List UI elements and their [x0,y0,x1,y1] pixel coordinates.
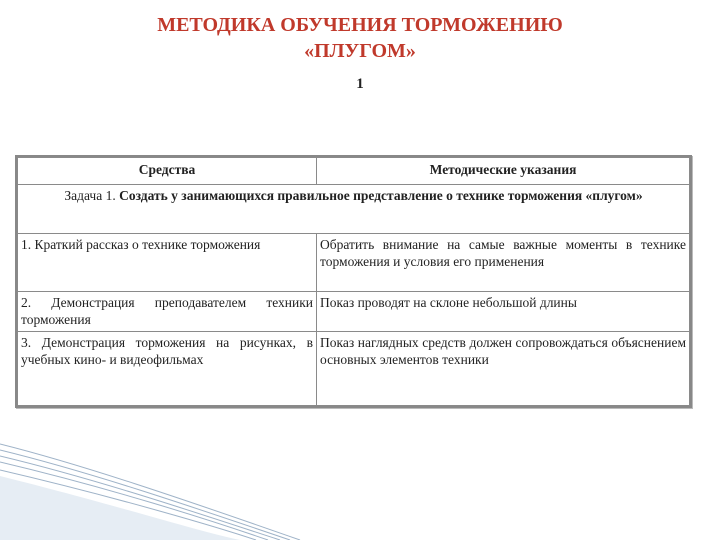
row-means-cell: 3. Демонстрация торможения на рисунках, в учебных кино- и видеофильмах [18,332,317,406]
task-cell [18,185,690,234]
task-row [18,185,690,234]
row-guidance-cell: Показ наглядных средств должен сопровождаться объяснением основных элементов техники [317,332,690,406]
header-guidance: Методические указания [317,158,690,185]
table-row [18,332,690,406]
row-guidance-cell: Обратить внимание на самые важные моменты в технике торможения и условия его применения [317,234,690,292]
row-means-cell: 2. Демонстрация преподавателем техники торможения [18,292,317,332]
title-line-2: «ПЛУГОМ» [304,40,416,62]
row-means-cell: 1. Краткий рассказ о технике торможения [18,234,317,292]
task-text: Создать у занимающихся правильное представление о технике торможения «плугом» [119,188,643,203]
slide-number: 1 [356,76,364,92]
methods-table-frame [15,155,692,408]
methods-table [17,157,690,406]
slide-title [0,12,720,64]
table-row [18,234,690,292]
task-label: Задача 1. [64,188,116,203]
title-line-1: МЕТОДИКА ОБУЧЕНИЯ ТОРМОЖЕНИЮ [157,14,563,36]
decorative-stripes [0,436,720,540]
header-means: Средства [18,158,317,185]
row-guidance-cell: Показ проводят на склоне небольшой длины [317,292,690,332]
table-row [18,292,690,332]
table-header-row [18,158,690,185]
